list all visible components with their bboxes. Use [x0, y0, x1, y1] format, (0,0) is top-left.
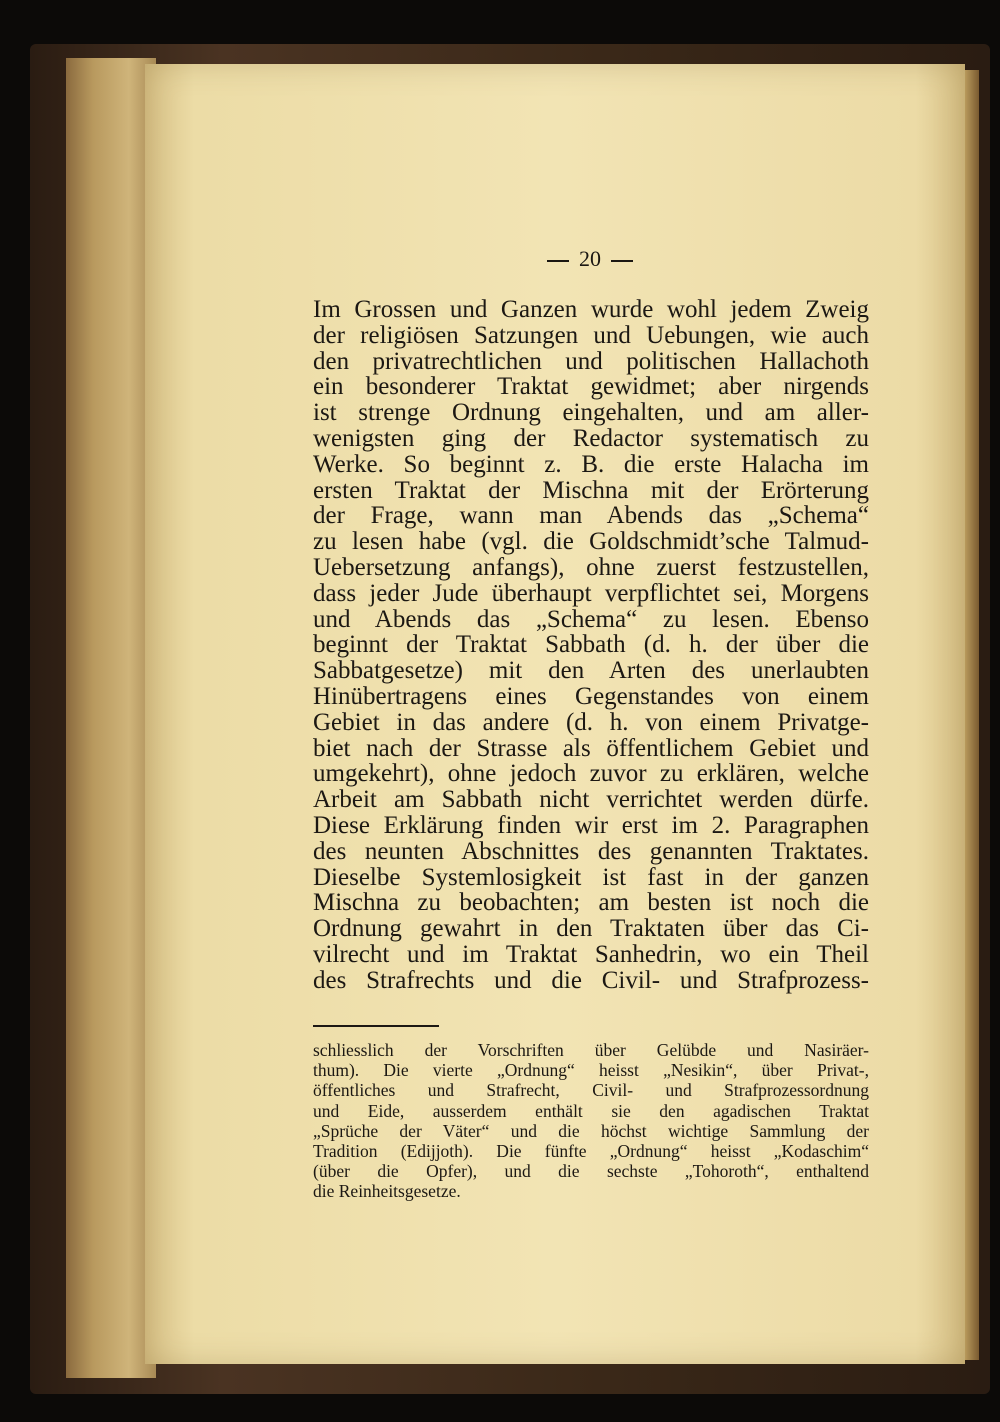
text-line: ersten Traktat der Mischna mit der Erörterung — [313, 476, 869, 504]
text-line: zu lesen habe (vgl. die Goldschmidt’sche Talmud- — [313, 528, 869, 556]
text-line: ist strenge Ordnung eingehalten, und am aller- — [313, 399, 869, 427]
footnote-divider — [313, 1025, 439, 1027]
text-line: ein besonderer Traktat gewidmet; aber nirgends — [313, 373, 869, 401]
text-line: Werke. So beginnt z. B. die erste Halacha im — [313, 450, 869, 478]
text-line: Gebiet in das andere (d. h. von einem Privatge- — [313, 708, 869, 736]
footnote-line: (über die Opfer), und die sechste „Tohoroth“, enthaltend — [313, 1161, 869, 1182]
footnote-line: Tradition (Edijjoth). Die fünfte „Ordnung“ heisst „Kodaschim“ — [313, 1140, 869, 1161]
dash-left — [547, 260, 569, 262]
footnote-line: schliesslich der Vorschriften über Gelübde und Nasiräer- — [313, 1040, 869, 1060]
text-line: Diese Erklärung finden wir erst im 2. Paragraphen — [313, 811, 869, 839]
footnote — [313, 1040, 869, 1202]
dash-right — [611, 260, 633, 262]
text-line: den privatrechtlichen und politischen Hallachoth — [313, 347, 869, 375]
text-line: des Strafrechts und die Civil- und Strafprozess- — [313, 966, 869, 994]
footnote-line: und Eide, ausserdem enthält sie den agadischen Traktat — [313, 1100, 869, 1121]
text-line: und Abends das „Schema“ zu lesen. Ebenso — [313, 605, 869, 633]
footnote-line: die Reinheitsgesetze. — [313, 1181, 461, 1202]
footnote-line: öffentliches und Strafrecht, Civil- und Strafprozessordnung — [313, 1080, 869, 1101]
text-line: beginnt der Traktat Sabbath (d. h. der über die — [313, 631, 869, 659]
text-line: Ordnung gewahrt in den Traktaten über das Ci- — [313, 915, 869, 943]
text-line: Uebersetzung anfangs), ohne zuerst festzustellen, — [313, 553, 869, 581]
text-line: Arbeit am Sabbath nicht verrichtet werden dürfe. — [313, 786, 869, 814]
text-line: Hinübertragens eines Gegenstandes von einem — [313, 682, 869, 710]
text-line: umgekehrt), ohne jedoch zuvor zu erklären, welche — [313, 760, 869, 788]
page-number — [0, 246, 1000, 272]
text-line: wenigsten ging der Redactor systematisch zu — [313, 424, 869, 452]
footnote-line: „Sprüche der Väter“ und die höchst wichtige Sammlung der — [313, 1120, 869, 1141]
text-line: der religiösen Satzungen und Uebungen, wie auch — [313, 321, 869, 349]
footnote-line: thum). Die vierte „Ordnung“ heisst „Nesikin“, über Privat-, — [313, 1060, 869, 1081]
text-line: Sabbatgesetze) mit den Arten des unerlaubten — [313, 657, 869, 685]
text-line: der Frage, wann man Abends das „Schema“ — [313, 502, 869, 530]
text-line: Mischna zu beobachten; am besten ist noch die — [313, 889, 869, 917]
text-line: Dieselbe Systemlosigkeit ist fast in der ganzen — [313, 863, 869, 891]
main-text — [313, 297, 869, 994]
text-line: biet nach der Strasse als öffentlichem Gebiet und — [313, 734, 869, 762]
page-number-value: 20 — [579, 246, 601, 271]
text-line: Im Grossen und Ganzen wurde wohl jedem Zweig — [313, 296, 869, 323]
text-line: vilrecht und im Traktat Sanhedrin, wo ein Theil — [313, 940, 869, 968]
text-line: des neunten Abschnittes des genannten Traktates. — [313, 837, 869, 865]
text-line: dass jeder Jude überhaupt verpflichtet sei, Morgens — [313, 579, 869, 607]
